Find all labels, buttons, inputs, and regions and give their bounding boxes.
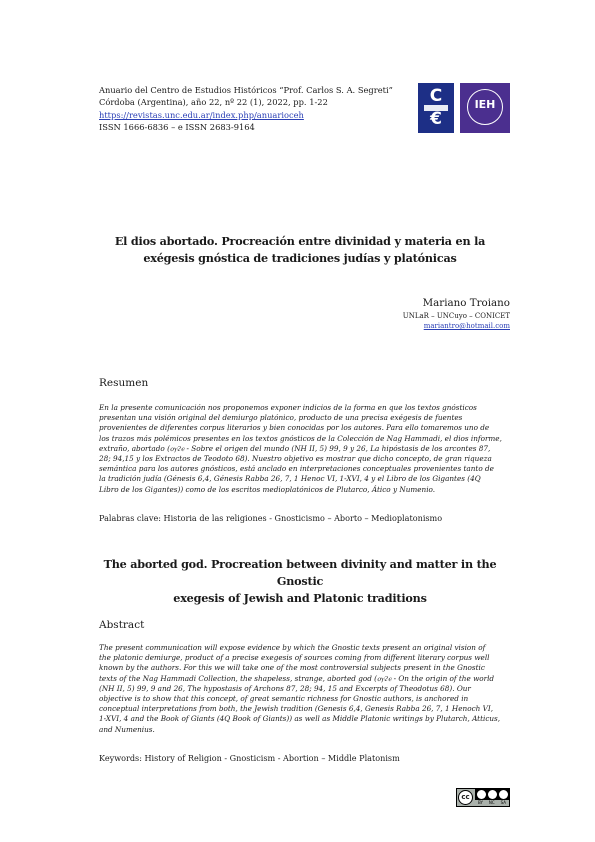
author-email[interactable]: mariantro@hotmail.com: [423, 322, 510, 330]
abstract-heading: Abstract: [99, 619, 145, 631]
journal-location: Córdoba (Argentina), año 22, nº 22 (1), 2022, pp. 1-22: [99, 97, 328, 108]
resumen-heading: Resumen: [99, 377, 149, 389]
cc-icon: cc: [458, 790, 473, 805]
by-label: BY: [477, 800, 483, 805]
journal-name: Anuario del Centro de Estudios Históricos “Prof. Carlos S. A. Segreti”: [99, 85, 393, 95]
article-title-es: El dios abortado. Procreación entre divinidad y materia en la exégesis gnóstica de tradiciones judías y platónicas: [114, 234, 486, 265]
sa-icon: [499, 790, 508, 799]
ceh-logo: C €: [418, 83, 454, 133]
sa-label: SA: [500, 800, 506, 805]
journal-url[interactable]: https://revistas.unc.edu.ar/index.php/anuarioceh: [99, 109, 304, 120]
author-affiliation: UNLaR – UNCuyo – CONICET: [402, 312, 510, 320]
nc-label: NC: [488, 800, 495, 805]
author-name: Mariano Troiano: [422, 297, 510, 309]
resumen-keywords: Palabras clave: Historia de las religiones - Gnosticismo – Aborto – Medioplatonismo: [99, 513, 443, 523]
abstract-body: The present communication will expose evidence by which the Gnostic texts present an original vision of the platonic demiurge, product of a precise exegesis of sources coming from different literary corpus well known by the authors. For this we will take one of the most controversial subjects present in the Gnostic texts of the Nag Hammadi Collection, the shapeless, strange, aborted god (ⲟⲩϩⲉ - On the origin of the world (NH II, 5) 99, 9 and 26, The hypostasis of Archons 87, 28; 94, 15 and Excerpts of Theodotus 68). Our objective is to show that this concept, of great semantic richness for Gnostic authors, is anchored in conceptual interpretations from both, the Jewish tradition (Genesis 6,4, Genesis Rabba 26, 7, 1 Henoch VI, 1-XVI, 4 and the Book of Giants (4Q Book of Giants)) as well as Middle Platonic writings by Plutarch, Atticus, and Numenius.: [99, 643, 501, 734]
by-icon: [477, 790, 486, 799]
ieh-logo: IEH: [460, 83, 510, 133]
article-title-en: The aborted god. Procreation between divinity and matter in the Gnostic exegesis of Jewish and Platonic traditions: [103, 557, 497, 605]
journal-header: [99, 84, 409, 134]
nc-icon: [488, 790, 497, 799]
journal-logos: [418, 83, 510, 133]
abstract-keywords: Keywords: History of Religion - Gnosticism - Abortion – Middle Platonism: [99, 753, 400, 763]
cc-license-badge[interactable]: [456, 788, 510, 807]
journal-issn: ISSN 1666-6836 – e ISSN 2683-9164: [99, 122, 255, 133]
resumen-body: En la presente comunicación nos proponemos exponer indicios de la forma en que los textos gnósticos presentan una visión original del demiurgo platónico, producto de una precisa exégesis de fuentes provenientes de diferentes corpus literarios y bien conocidas por los autores. Para ello tomaremos uno de los trazos más polémicos presentes en los textos gnósticos de la Colección de Nag Hammadi, el dios informe, extraño, abortado (ⲟⲩϩⲉ - Sobre el origen del mundo (NH II, 5) 99, 9 y 26, La hipóstasis de los arcontes 87, 28; 94,15 y los Extractos de Teodoto 68). Nuestro objetivo es mostrar que dicho concepto, de gran riqueza semántica para los autores gnósticos, está anclado en interpretaciones conceptuales provenientes tanto de la tradición judía (Génesis 6,4, Génesis Rabba 26, 7, 1 Henoc VI, 1-XVI, 4 y el Libro de los Gigantes (4Q Libro de los Gigantes)) como de los escritos medioplatónicos de Plutarco, Ático y Numenio.: [99, 403, 502, 494]
